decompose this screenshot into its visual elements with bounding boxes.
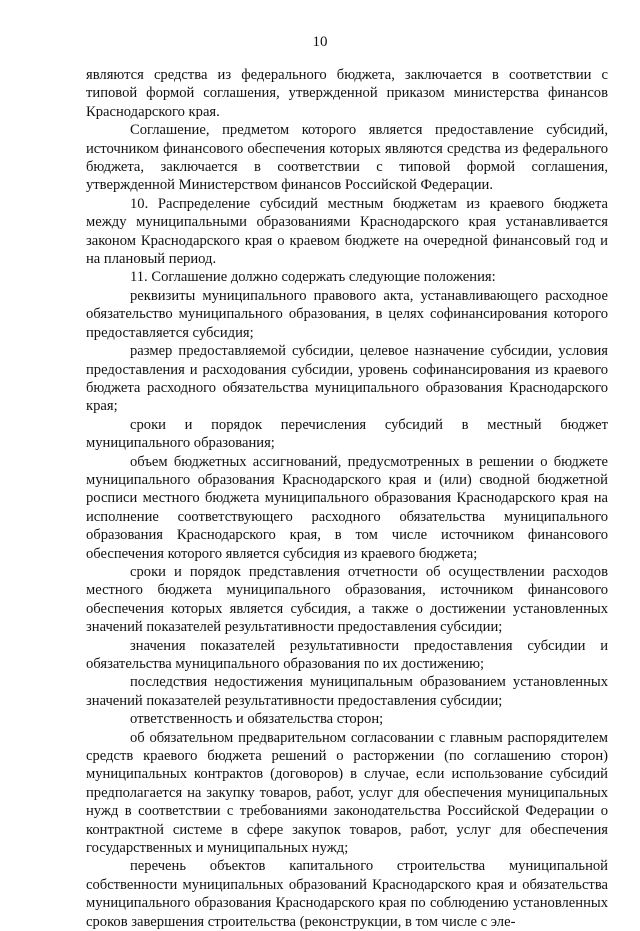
- paragraph: размер предоставляемой субсидии, целевое назначение субсидии, условия предоставления и расходования субсидии, уровень софинансирования из краевого бюджета расходного обязательства муниципального образования Краснодарского края;: [86, 343, 608, 415]
- paragraph: сроки и порядок представления отчетности об осуществлении расходов местного бюджета муниципального образования, источником финансового обеспечения которых является субсидия, а также о достижении установленных значений показателей результативности предоставления субсидии;: [86, 563, 608, 636]
- paragraph: сроки и порядок перечисления субсидий в местный бюджет муниципального образования;: [86, 416, 608, 452]
- page-number: 10: [312, 34, 328, 50]
- paragraph: значения показателей результативности предоставления субсидии и обязательства муниципального образования по их достижению;: [86, 637, 608, 672]
- paragraph: последствия недостижения муниципальным образованием установленных значений показателей результативности предоставления субсидии;: [86, 674, 608, 709]
- paragraph: являются средства из федерального бюджета, заключается в соответствии с типовой формой соглашения, утвержденной приказом министерства финансов Краснодарского края.: [86, 67, 608, 120]
- paragraph: реквизиты муниципального правового акта, устанавливающего расходное обязательство муниципального образования, в целях софинансирования которого предоставляется субсидия;: [86, 287, 608, 341]
- paragraph: 11. Соглашение должно содержать следующие положения:: [130, 269, 496, 286]
- paragraph: ответственность и обязательства сторон;: [130, 711, 384, 728]
- paragraph: Соглашение, предметом которого является предоставление субсидий, источником финансового обеспечения которых являются средства из федерального бюджета, заключается в соответствии с типовой формой соглашения, утвержденной Министерством финансов Российской Федерации.: [86, 122, 608, 194]
- paragraph: 10. Распределение субсидий местным бюджетам из краевого бюджета между муниципальными образованиями Краснодарского края устанавливается законом Краснодарского края о краевом бюджете на очередной финансовый год и на плановый период.: [86, 195, 608, 268]
- paragraph: перечень объектов капитального строительства муниципальной собственности муниципальных образований Краснодарского края и обязательства муниципального образования Краснодарского края по соблюдению установленных сроков завершения строительства (реконструкции, в том числе с эле-: [86, 858, 608, 930]
- paragraph: объем бюджетных ассигнований, предусмотренных в решении о бюджете муниципального образования Краснодарского края и (или) сводной бюджетной росписи местного бюджета муниципального образования Краснодарского края на исполнение соответствующего расходного обязательства муниципального образования Краснодарского края, в том числе источником финансового обеспечения которого является субсидия из краевого бюджета;: [86, 453, 608, 562]
- paragraph: об обязательном предварительном согласовании с главным распорядителем средств краевого бюджета решений о расторжении (по соглашению сторон) муниципальных контрактов (договоров) в случае, если использование субсидий предполагается на закупку товаров, работ, услуг для обеспечения муниципальных нужд в соответствии с требованиями законодательства Российской Федерации о контрактной системе в сфере закупок товаров, работ, услуг для обеспечения государственных и муниципальных нужд;: [86, 729, 608, 857]
- document-body: [86, 66, 608, 931]
